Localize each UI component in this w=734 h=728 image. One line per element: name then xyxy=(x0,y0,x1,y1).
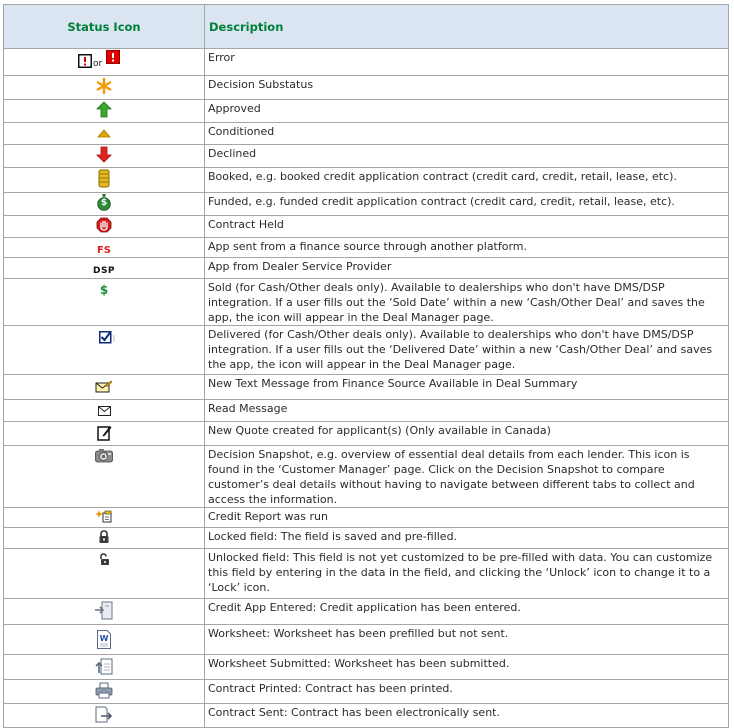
description-cell: Contract Held xyxy=(205,216,729,238)
decision-snapshot-camera-icon xyxy=(95,448,113,463)
table-row xyxy=(4,508,729,528)
icon-cell xyxy=(4,508,205,528)
description-cell: Funded, e.g. funded credit application contract (credit card, credit, retail, lease, etc). xyxy=(205,193,729,216)
icon-cell xyxy=(4,145,205,168)
column-header-status-icon: Status Icon xyxy=(4,5,205,49)
worksheet-document-icon xyxy=(97,630,111,649)
error-or-label: or xyxy=(93,59,103,69)
icon-cell xyxy=(4,168,205,193)
error-outline-icon xyxy=(78,54,92,68)
table-row xyxy=(4,549,729,599)
description-cell: New Text Message from Finance Source Available in Deal Summary xyxy=(205,375,729,400)
description-cell: Approved xyxy=(205,100,729,123)
description-cell: App sent from a finance source through another platform. xyxy=(205,238,729,258)
icon-cell xyxy=(4,549,205,599)
table-row xyxy=(4,655,729,680)
credit-app-entered-icon xyxy=(94,601,114,620)
description-cell: Decision Snapshot, e.g. overview of essential deal details from each lender. This icon is found in the ‘Customer Manager’ page. Click on the Decision Snapshot to compare customer’s deal details without having to navigate between different tabs to collect and access the information. xyxy=(205,446,729,508)
contract-printed-printer-icon xyxy=(95,682,113,699)
icon-cell xyxy=(4,326,205,375)
table-row xyxy=(4,375,729,400)
table-row xyxy=(4,49,729,76)
table-row xyxy=(4,145,729,168)
sold-dollar-icon: $ xyxy=(99,283,109,297)
icon-cell xyxy=(4,400,205,422)
table-row xyxy=(4,258,729,279)
locked-padlock-icon xyxy=(98,530,110,544)
approved-arrow-up-icon xyxy=(96,101,112,118)
description-cell: New Quote created for applicant(s) (Only available in Canada) xyxy=(205,422,729,446)
icon-cell xyxy=(4,123,205,145)
description-cell: Delivered (for Cash/Other deals only). Available to dealerships who don't have DMS/DSP integration. If a user fills out the ‘Delivered Date’ within a new ‘Cash/Other Deal’ and saves the app, the icon will appear in the Deal Manager page. xyxy=(205,326,729,375)
credit-report-icon xyxy=(96,509,113,523)
conditioned-triangle-icon xyxy=(97,129,111,138)
icon-cell xyxy=(4,76,205,100)
icon-cell xyxy=(4,625,205,655)
description-cell: Declined xyxy=(205,145,729,168)
table-row xyxy=(4,279,729,326)
icon-cell xyxy=(4,279,205,326)
description-cell: Decision Substatus xyxy=(205,76,729,100)
icon-cell xyxy=(4,704,205,728)
table-row xyxy=(4,528,729,549)
table-row xyxy=(4,704,729,728)
table-row xyxy=(4,400,729,422)
icon-cell xyxy=(4,422,205,446)
icon-cell xyxy=(4,216,205,238)
decision-substatus-icon xyxy=(95,77,113,95)
table-row xyxy=(4,446,729,508)
description-cell: Sold (for Cash/Other deals only). Available to dealerships who don't have DMS/DSP integration. If a user fills out the ‘Sold Date’ within a new ‘Cash/Other Deal’ and saves the app, the icon will appear in the Deal Manager page. xyxy=(205,279,729,326)
table-row xyxy=(4,680,729,704)
table-row xyxy=(4,625,729,655)
icon-cell xyxy=(4,100,205,123)
contract-held-hand-icon xyxy=(96,217,112,233)
icon-cell xyxy=(4,238,205,258)
declined-arrow-down-icon xyxy=(96,146,112,163)
table-row xyxy=(4,422,729,446)
description-cell: Worksheet Submitted: Worksheet has been submitted. xyxy=(205,655,729,680)
table-header-row xyxy=(4,5,729,49)
worksheet-letter: W xyxy=(99,634,109,643)
table-row xyxy=(4,599,729,625)
table-row xyxy=(4,216,729,238)
description-cell: Contract Printed: Contract has been printed. xyxy=(205,680,729,704)
icon-cell xyxy=(4,680,205,704)
description-cell: Locked field: The field is saved and pre-filled. xyxy=(205,528,729,549)
description-cell: Unlocked field: This field is not yet customized to be pre-filled with data. You can customize this field by entering in the data in the field, and clicking the ‘Unlock’ icon to change it to a ‘Lock’ icon. xyxy=(205,549,729,599)
column-header-description: Description xyxy=(205,5,729,49)
icon-cell xyxy=(4,655,205,680)
fs-icon: FS xyxy=(96,245,112,256)
delivered-checkbox-icon xyxy=(99,330,116,344)
contract-sent-icon xyxy=(95,706,113,723)
description-cell: Credit App Entered: Credit application has been entered. xyxy=(205,599,729,625)
icon-cell xyxy=(4,528,205,549)
icon-cell xyxy=(4,193,205,216)
worksheet-submitted-icon xyxy=(95,657,113,675)
icon-cell xyxy=(4,375,205,400)
description-cell: Read Message xyxy=(205,400,729,422)
description-cell: Error xyxy=(205,49,729,76)
status-icon-table xyxy=(3,4,729,728)
description-cell: Conditioned xyxy=(205,123,729,145)
table-row xyxy=(4,123,729,145)
error-filled-icon xyxy=(106,50,120,64)
booked-coins-icon xyxy=(98,169,110,188)
description-cell: Worksheet: Worksheet has been prefilled but not sent. xyxy=(205,625,729,655)
table-row xyxy=(4,100,729,123)
icon-cell xyxy=(4,599,205,625)
table-row xyxy=(4,193,729,216)
dsp-icon: DSP xyxy=(92,266,116,276)
icon-cell xyxy=(4,49,205,76)
description-cell: Contract Sent: Contract has been electronically sent. xyxy=(205,704,729,728)
unlocked-padlock-icon xyxy=(98,553,110,566)
funded-money-bag-icon xyxy=(97,193,111,211)
new-quote-edit-icon xyxy=(97,424,112,441)
description-cell: Credit Report was run xyxy=(205,508,729,528)
read-message-envelope-icon xyxy=(98,406,111,416)
table-row xyxy=(4,168,729,193)
table-row xyxy=(4,326,729,375)
money-bag-symbol: $ xyxy=(100,198,108,208)
description-cell: Booked, e.g. booked credit application contract (credit card, credit, retail, lease, etc). xyxy=(205,168,729,193)
error-icons xyxy=(74,49,134,71)
icon-cell xyxy=(4,258,205,279)
table-row xyxy=(4,76,729,100)
new-text-message-icon xyxy=(95,380,113,394)
table-row xyxy=(4,238,729,258)
icon-cell xyxy=(4,446,205,508)
description-cell: App from Dealer Service Provider xyxy=(205,258,729,279)
